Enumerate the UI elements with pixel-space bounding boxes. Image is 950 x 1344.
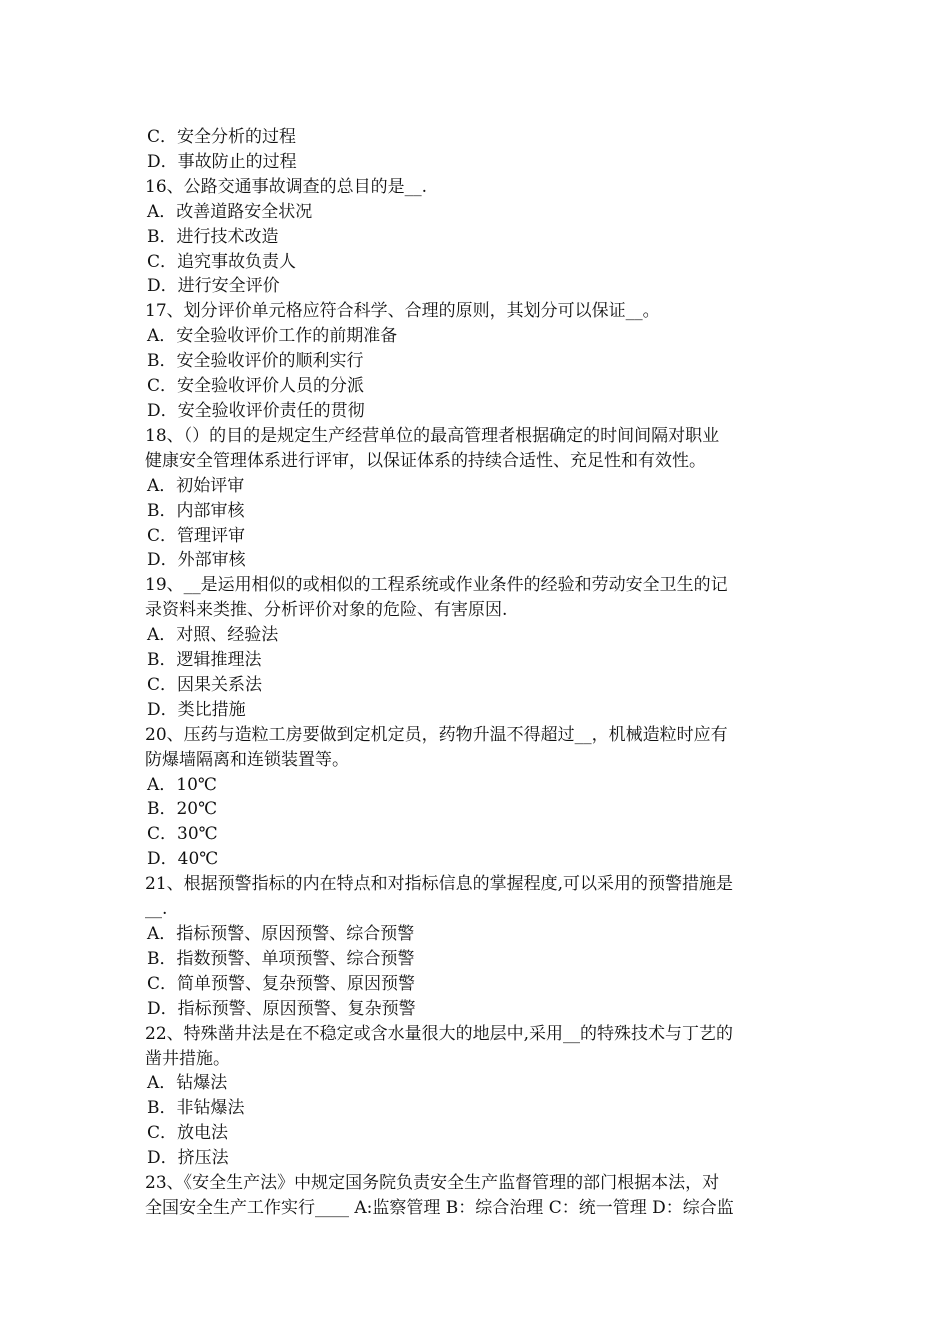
answer-option-line: A．改善道路安全状况 — [147, 201, 313, 222]
answer-option-line: C．因果关系法 — [147, 674, 263, 695]
answer-option-line: D．进行安全评价 — [147, 276, 280, 297]
answer-option-line: B．指数预警、单项预警、综合预警 — [147, 948, 415, 969]
answer-option-line: A．安全验收评价工作的前期准备 — [147, 326, 398, 347]
answer-option-line: C．追究事故负责人 — [147, 251, 297, 272]
question-text-line: __. — [145, 899, 168, 920]
answer-option-line: D．事故防止的过程 — [147, 151, 297, 172]
document-page — [145, 125, 810, 1221]
answer-option-line: D．40℃ — [147, 849, 219, 870]
answer-option-line: A．对照、经验法 — [147, 625, 279, 646]
answer-option-line: D．类比措施 — [147, 699, 246, 720]
question-text-line: 凿井措施。 — [145, 1048, 230, 1069]
answer-option-line: B．进行技术改造 — [147, 226, 279, 247]
question-text-line: 防爆墙隔离和连锁装置等。 — [145, 749, 349, 770]
answer-option-line: B．非钻爆法 — [147, 1098, 245, 1119]
question-text-line: 17、划分评价单元格应符合科学、合理的原则，其划分可以保证__。 — [145, 301, 660, 322]
answer-option-line: C．安全分析的过程 — [147, 127, 297, 147]
answer-option-line: C．放电法 — [147, 1123, 229, 1144]
answer-option-line: D．挤压法 — [147, 1148, 229, 1169]
answer-option-line: B．内部审核 — [147, 500, 245, 521]
question-text-line: 21、根据预警指标的内在特点和对指标信息的掌握程度,可以采用的预警措施是 — [145, 874, 734, 895]
question-text-line: 全国安全生产工作实行____ A:监察管理 B：综合治理 C：统一管理 D：综合监 — [145, 1197, 734, 1218]
question-text-line: 健康安全管理体系进行评审，以保证体系的持续合适性、充足性和有效性。 — [145, 450, 706, 471]
answer-option-line: D．安全验收评价责任的贯彻 — [147, 400, 365, 421]
answer-option-line: A．10℃ — [147, 774, 217, 795]
question-text-line: 录资料来类推、分析评价对象的危险、有害原因. — [145, 600, 508, 621]
question-text-line: 23、《安全生产法》中规定国务院负责安全生产监督管理的部门根据本法，对 — [145, 1173, 720, 1194]
question-text-line: 16、公路交通事故调查的总目的是__. — [145, 176, 428, 197]
answer-option-line: B．逻辑推理法 — [147, 650, 262, 671]
answer-option-line: B．20℃ — [147, 799, 218, 820]
answer-option-line: A．钻爆法 — [147, 1073, 228, 1094]
answer-option-line: C．简单预警、复杂预警、原因预警 — [147, 973, 416, 994]
answer-option-line: C．30℃ — [147, 824, 218, 845]
answer-option-line: C．安全验收评价人员的分派 — [147, 376, 365, 397]
answer-option-line: D．外部审核 — [147, 550, 246, 571]
answer-option-line: B．安全验收评价的顺利实行 — [147, 351, 364, 372]
answer-option-line: C．管理评审 — [147, 525, 246, 546]
answer-option-line: D．指标预警、原因预警、复杂预警 — [147, 998, 416, 1019]
question-text-line: 22、特殊凿井法是在不稳定或含水量很大的地层中,采用__的特殊技术与丁艺的 — [145, 1023, 734, 1044]
answer-option-line: A．指标预警、原因预警、综合预警 — [147, 924, 415, 944]
answer-option-line: A．初始评审 — [147, 475, 245, 496]
question-text-line: 18、（）的目的是规定生产经营单位的最高管理者根据确定的时间间隔对职业 — [145, 425, 720, 446]
question-text-line: 19、__是运用相似的或相似的工程系统或作业条件的经验和劳动安全卫生的记 — [145, 575, 728, 596]
question-text-line: 20、压药与造粒工房要做到定机定员，药物升温不得超过__，机械造粒时应有 — [145, 724, 728, 745]
